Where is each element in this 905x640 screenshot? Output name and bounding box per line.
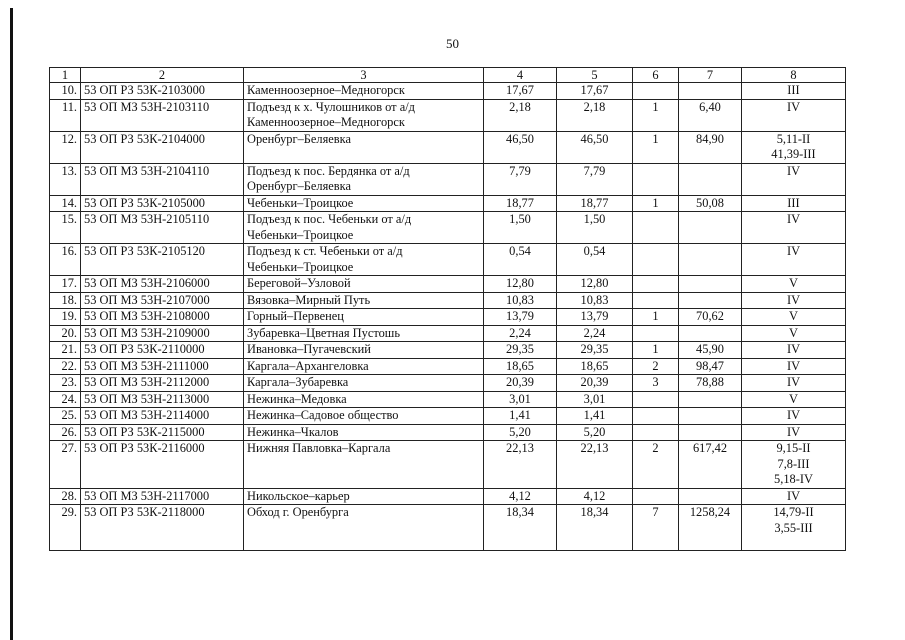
row-number-cell: 15. [50, 212, 81, 244]
length-total-cell: 1,50 [484, 212, 557, 244]
road-code-cell: 53 ОП МЗ 53Н-2105110 [81, 212, 244, 244]
road-name-cell-line: Чебеньки–Троицкое [247, 195, 354, 210]
category-cell [742, 408, 846, 425]
road-code-cell: 53 ОП МЗ 53Н-2111000 [81, 358, 244, 375]
length-regional-cell: 12,80 [557, 276, 633, 293]
category-cell [742, 212, 846, 244]
bridge-count-cell: 1 [633, 99, 679, 131]
bridge-count-cell: 2 [633, 441, 679, 489]
category-cell-line: III [787, 83, 800, 97]
road-code-cell: 53 ОП РЗ 53К-2103000 [81, 83, 244, 100]
table-header-row [50, 68, 846, 83]
length-total-cell: 20,39 [484, 375, 557, 392]
road-name-cell-line: Нежинка–Медовка [247, 391, 347, 406]
road-name-cell-line: Обход г. Оренбурга [247, 505, 349, 519]
category-cell [742, 131, 846, 163]
row-number-cell: 14. [50, 195, 81, 212]
road-code-cell: 53 ОП РЗ 53К-2116000 [81, 441, 244, 489]
bridge-length-cell [679, 212, 742, 244]
road-code-cell: 53 ОП МЗ 53Н-2117000 [81, 488, 244, 505]
road-name-cell-line: Каменноозерное–Медногорск [247, 83, 405, 97]
category-cell-line: IV [786, 375, 801, 389]
length-total-cell: 46,50 [484, 131, 557, 163]
length-regional-cell: 20,39 [557, 375, 633, 392]
length-total-cell: 2,18 [484, 99, 557, 131]
table-row [50, 375, 846, 392]
category-cell-line: IV [786, 292, 801, 307]
table-row [50, 83, 846, 100]
bridge-length-cell [679, 424, 742, 441]
bridge-length-cell [679, 163, 742, 195]
table-row [50, 325, 846, 342]
category-cell-line: 3,55-III [774, 520, 813, 535]
road-name-cell [244, 488, 484, 505]
road-code-cell: 53 ОП МЗ 53Н-2108000 [81, 309, 244, 326]
row-number-cell: 10. [50, 83, 81, 100]
bridge-length-cell [679, 83, 742, 100]
header-cell: 3 [244, 68, 484, 83]
page-edge-bar [10, 8, 13, 640]
page-number: 50 [446, 36, 459, 51]
header-cell: 4 [484, 68, 557, 83]
bridge-count-cell [633, 163, 679, 195]
length-total-cell: 12,80 [484, 276, 557, 293]
row-number-cell: 13. [50, 163, 81, 195]
road-name-cell-line: Чебеньки–Троицкое [247, 227, 354, 242]
category-cell-line: IV [786, 424, 801, 439]
table-row [50, 358, 846, 375]
length-total-cell: 13,79 [484, 309, 557, 326]
category-cell-line: III [787, 195, 800, 210]
category-cell-line: IV [786, 212, 801, 226]
road-code-cell: 53 ОП РЗ 53К-2110000 [81, 342, 244, 359]
row-number-cell: 12. [50, 131, 81, 163]
header-cell: 6 [633, 68, 679, 83]
road-name-cell-line: Каменноозерное–Медногорск [247, 115, 405, 129]
row-number-cell: 11. [50, 99, 81, 131]
category-cell [742, 424, 846, 441]
table-row [50, 292, 846, 309]
length-regional-cell: 7,79 [557, 163, 633, 195]
bridge-length-cell: 1258,24 [679, 505, 742, 551]
length-total-cell: 3,01 [484, 391, 557, 408]
table-row [50, 163, 846, 195]
category-cell [742, 195, 846, 212]
length-regional-cell: 29,35 [557, 342, 633, 359]
bridge-length-cell: 78,88 [679, 375, 742, 392]
road-name-cell-line: Вязовка–Мирный Путь [247, 292, 371, 307]
category-cell-line: 41,39-III [771, 147, 816, 161]
table-row [50, 505, 846, 551]
road-code-cell: 53 ОП РЗ 53К-2104000 [81, 131, 244, 163]
length-regional-cell: 2,18 [557, 99, 633, 131]
bridge-length-cell: 45,90 [679, 342, 742, 359]
bridge-count-cell [633, 244, 679, 276]
bridge-length-cell: 70,62 [679, 309, 742, 326]
category-cell [742, 358, 846, 375]
header-cell: 5 [557, 68, 633, 83]
road-name-cell [244, 391, 484, 408]
category-cell [742, 276, 846, 293]
length-total-cell: 18,65 [484, 358, 557, 375]
category-cell [742, 342, 846, 359]
road-code-cell: 53 ОП РЗ 53К-2118000 [81, 505, 244, 551]
bridge-count-cell: 1 [633, 195, 679, 212]
road-code-cell: 53 ОП РЗ 53К-2105120 [81, 244, 244, 276]
road-name-cell-line: Каргала–Архангеловка [247, 358, 369, 373]
road-name-cell [244, 441, 484, 489]
bridge-length-cell: 6,40 [679, 99, 742, 131]
road-name-cell-line: Каргала–Зубаревка [247, 375, 349, 389]
bridge-length-cell: 617,42 [679, 441, 742, 489]
bridge-length-cell [679, 488, 742, 505]
road-code-cell: 53 ОП РЗ 53К-2115000 [81, 424, 244, 441]
row-number-cell: 20. [50, 325, 81, 342]
category-cell-line: V [789, 391, 798, 406]
bridge-count-cell [633, 212, 679, 244]
length-total-cell: 4,12 [484, 488, 557, 505]
category-cell [742, 375, 846, 392]
length-regional-cell: 22,13 [557, 441, 633, 489]
road-name-cell-line: Никольское–карьер [247, 488, 350, 503]
row-number-cell: 25. [50, 408, 81, 425]
category-cell-line: V [789, 325, 798, 340]
bridge-length-cell [679, 408, 742, 425]
length-regional-cell: 13,79 [557, 309, 633, 326]
length-regional-cell: 18,77 [557, 195, 633, 212]
row-number-cell: 21. [50, 342, 81, 359]
road-name-cell-line: Оренбург–Беляевка [247, 131, 351, 146]
category-cell-line: IV [786, 244, 801, 258]
road-name-cell [244, 83, 484, 100]
road-name-cell-line: Горный–Первенец [247, 309, 344, 323]
bridge-length-cell: 50,08 [679, 195, 742, 212]
bridge-count-cell [633, 276, 679, 293]
category-cell [742, 488, 846, 505]
category-cell-line: 7,8-III [777, 456, 810, 471]
length-regional-cell: 0,54 [557, 244, 633, 276]
category-cell-line: IV [786, 358, 801, 373]
length-total-cell: 10,83 [484, 292, 557, 309]
road-name-cell [244, 358, 484, 375]
road-name-cell [244, 505, 484, 551]
road-name-cell [244, 309, 484, 326]
category-cell-line: IV [786, 488, 801, 503]
length-total-cell: 0,54 [484, 244, 557, 276]
roads-table [49, 67, 846, 551]
category-cell-line: 14,79-II [773, 505, 814, 519]
table-row [50, 391, 846, 408]
row-number-cell: 19. [50, 309, 81, 326]
road-code-cell: 53 ОП МЗ 53Н-2114000 [81, 408, 244, 425]
road-code-cell: 53 ОП МЗ 53Н-2104110 [81, 163, 244, 195]
length-regional-cell: 46,50 [557, 131, 633, 163]
category-cell [742, 391, 846, 408]
length-regional-cell: 4,12 [557, 488, 633, 505]
category-cell-line: 5,18-IV [774, 472, 813, 486]
length-total-cell: 1,41 [484, 408, 557, 425]
bridge-count-cell [633, 83, 679, 100]
category-cell [742, 505, 846, 551]
length-total-cell: 2,24 [484, 325, 557, 342]
road-code-cell: 53 ОП МЗ 53Н-2107000 [81, 292, 244, 309]
bridge-length-cell [679, 325, 742, 342]
header-cell: 7 [679, 68, 742, 83]
category-cell-line: 9,15-II [776, 441, 811, 455]
bridge-count-cell: 2 [633, 358, 679, 375]
road-code-cell: 53 ОП МЗ 53Н-2112000 [81, 375, 244, 392]
row-number-cell: 16. [50, 244, 81, 276]
category-cell [742, 83, 846, 100]
category-cell-line: V [789, 276, 798, 290]
table-row [50, 276, 846, 293]
category-cell [742, 99, 846, 131]
table-row [50, 488, 846, 505]
road-name-cell [244, 325, 484, 342]
bridge-length-cell [679, 244, 742, 276]
row-number-cell: 23. [50, 375, 81, 392]
table-row [50, 309, 846, 326]
length-total-cell: 18,77 [484, 195, 557, 212]
length-total-cell: 17,67 [484, 83, 557, 100]
length-regional-cell: 1,41 [557, 408, 633, 425]
table-body [50, 83, 846, 551]
bridge-length-cell [679, 391, 742, 408]
road-name-cell [244, 244, 484, 276]
row-number-cell: 17. [50, 276, 81, 293]
road-name-cell-line: Чебеньки–Троицкое [247, 259, 354, 274]
road-name-cell [244, 163, 484, 195]
road-name-cell [244, 375, 484, 392]
category-cell [742, 441, 846, 489]
road-name-cell [244, 99, 484, 131]
header-cell: 8 [742, 68, 846, 83]
road-name-cell-line: Подъезд к ст. Чебеньки от а/д [247, 244, 403, 258]
road-name-cell [244, 131, 484, 163]
table-row [50, 131, 846, 163]
category-cell-line: IV [786, 342, 801, 356]
row-number-cell: 29. [50, 505, 81, 551]
length-regional-cell: 2,24 [557, 325, 633, 342]
road-name-cell-line: Нежинка–Садовое общество [247, 408, 399, 422]
length-total-cell: 29,35 [484, 342, 557, 359]
bridge-count-cell: 1 [633, 309, 679, 326]
category-cell-line: IV [786, 163, 801, 178]
road-name-cell [244, 424, 484, 441]
bridge-count-cell: 3 [633, 375, 679, 392]
category-cell [742, 292, 846, 309]
bridge-count-cell: 7 [633, 505, 679, 551]
bridge-count-cell [633, 424, 679, 441]
road-name-cell [244, 342, 484, 359]
category-cell-line: V [789, 309, 798, 323]
bridge-length-cell [679, 292, 742, 309]
road-name-cell-line: Подъезд к пос. Бердянка от а/д [247, 163, 410, 178]
bridge-length-cell [679, 276, 742, 293]
road-name-cell-line: Нежинка–Чкалов [247, 424, 339, 439]
road-name-cell [244, 292, 484, 309]
table-row [50, 99, 846, 131]
table-row [50, 244, 846, 276]
bridge-length-cell: 98,47 [679, 358, 742, 375]
row-number-cell: 28. [50, 488, 81, 505]
length-regional-cell: 18,34 [557, 505, 633, 551]
road-name-cell-line: Береговой–Узловой [247, 276, 351, 290]
road-name-cell [244, 408, 484, 425]
bridge-count-cell: 1 [633, 342, 679, 359]
road-name-cell-line: Ивановка–Пугачевский [247, 342, 371, 356]
road-name-cell-line: Оренбург–Беляевка [247, 179, 351, 193]
length-regional-cell: 3,01 [557, 391, 633, 408]
length-regional-cell: 10,83 [557, 292, 633, 309]
category-cell [742, 244, 846, 276]
length-total-cell: 5,20 [484, 424, 557, 441]
road-name-cell-line: Нижняя Павловка–Каргала [247, 441, 391, 455]
table-row [50, 408, 846, 425]
table-row [50, 195, 846, 212]
bridge-count-cell [633, 292, 679, 309]
length-total-cell: 18,34 [484, 505, 557, 551]
bridge-count-cell [633, 391, 679, 408]
category-cell-line: IV [786, 99, 801, 114]
category-cell-line: IV [786, 408, 801, 422]
length-regional-cell: 1,50 [557, 212, 633, 244]
length-total-cell: 7,79 [484, 163, 557, 195]
row-number-cell: 24. [50, 391, 81, 408]
bridge-count-cell [633, 325, 679, 342]
bridge-count-cell: 1 [633, 131, 679, 163]
row-number-cell: 22. [50, 358, 81, 375]
table-row [50, 424, 846, 441]
header-cell: 2 [81, 68, 244, 83]
category-cell [742, 163, 846, 195]
road-name-cell [244, 212, 484, 244]
category-cell [742, 325, 846, 342]
row-number-cell: 26. [50, 424, 81, 441]
row-number-cell: 27. [50, 441, 81, 489]
road-code-cell: 53 ОП МЗ 53Н-2106000 [81, 276, 244, 293]
table-row [50, 212, 846, 244]
category-cell-line: 5,11-II [776, 131, 811, 146]
header-cell: 1 [50, 68, 81, 83]
bridge-length-cell: 84,90 [679, 131, 742, 163]
table-row [50, 441, 846, 489]
bridge-count-cell [633, 488, 679, 505]
row-number-cell: 18. [50, 292, 81, 309]
road-name-cell-line: Зубаревка–Цветная Пустошь [247, 325, 400, 340]
length-regional-cell: 17,67 [557, 83, 633, 100]
bridge-count-cell [633, 408, 679, 425]
road-code-cell: 53 ОП РЗ 53К-2105000 [81, 195, 244, 212]
road-code-cell: 53 ОП МЗ 53Н-2103110 [81, 99, 244, 131]
length-total-cell: 22,13 [484, 441, 557, 489]
length-regional-cell: 5,20 [557, 424, 633, 441]
table-row [50, 342, 846, 359]
road-name-cell-line: Подъезд к пос. Чебеньки от а/д [247, 212, 412, 226]
road-name-cell [244, 195, 484, 212]
road-code-cell: 53 ОП МЗ 53Н-2113000 [81, 391, 244, 408]
road-name-cell-line: Подъезд к х. Чулошников от а/д [247, 99, 415, 114]
road-name-cell [244, 276, 484, 293]
category-cell [742, 309, 846, 326]
road-code-cell: 53 ОП МЗ 53Н-2109000 [81, 325, 244, 342]
length-regional-cell: 18,65 [557, 358, 633, 375]
